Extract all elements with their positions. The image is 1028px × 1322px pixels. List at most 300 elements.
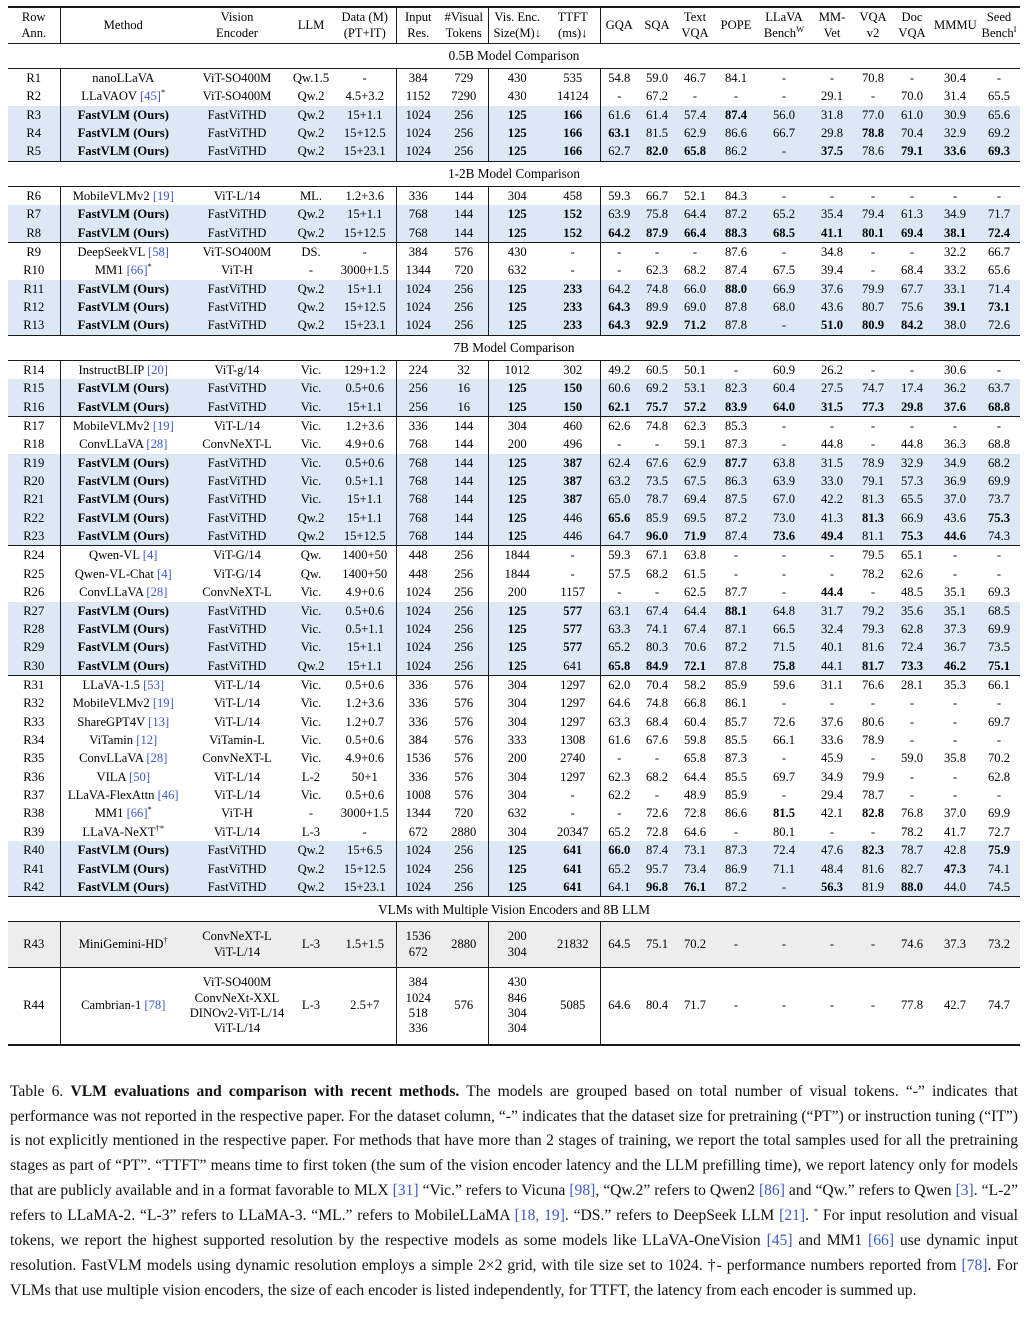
mm-vet-cell: 33.0 bbox=[820, 474, 844, 489]
pope-cell: 87.2 bbox=[724, 879, 748, 894]
sqa-cell: 87.9 bbox=[645, 225, 669, 240]
vision-encoder-cell: FastViTHD bbox=[207, 144, 267, 159]
data-size-cell: 15+1.1 bbox=[347, 281, 383, 296]
citation-link[interactable]: [50] bbox=[129, 769, 151, 784]
vis-enc-size-cell: 125 bbox=[488, 490, 546, 508]
doc-vqa-cell: 75.3 bbox=[900, 529, 924, 544]
vis-enc-size-cell: 125 bbox=[488, 298, 546, 316]
citation-link[interactable]: [45] bbox=[139, 89, 161, 104]
seed-bench-cell: 75.1 bbox=[987, 658, 1011, 673]
sqa-cell: - bbox=[654, 788, 660, 803]
method-name: Cambrian-1 bbox=[81, 998, 142, 1013]
vis-enc-size-cell: 632 bbox=[488, 261, 546, 279]
doc-vqa-cell: 62.8 bbox=[900, 621, 924, 636]
input-res-cell: 672 bbox=[396, 823, 440, 841]
sqa-cell: - bbox=[654, 437, 660, 452]
mm-vet-cell: 44.1 bbox=[820, 658, 844, 673]
gqa-cell: - bbox=[600, 583, 638, 601]
mmmu-cell: 44.6 bbox=[943, 529, 967, 544]
data-size-cell: 3000+1.5 bbox=[340, 806, 389, 821]
citation-link[interactable]: [12] bbox=[136, 733, 158, 748]
llava-bench-cell: - bbox=[758, 242, 810, 261]
caption-superscript: * bbox=[813, 1206, 819, 1217]
llm-cell: Vic. bbox=[300, 399, 322, 414]
citation-link[interactable]: [4] bbox=[142, 548, 158, 563]
pope-cell: 86.6 bbox=[724, 125, 748, 140]
pope-cell: 85.9 bbox=[714, 675, 758, 694]
sqa-cell: 74.8 bbox=[645, 281, 669, 296]
mmmu-cell: 30.6 bbox=[943, 362, 967, 377]
row-ann-cell: R12 bbox=[23, 299, 45, 314]
pope-cell: 87.3 bbox=[724, 437, 748, 452]
citation-link[interactable]: [13] bbox=[148, 714, 170, 729]
method-name: FastVLM (Ours) bbox=[77, 144, 169, 159]
llm-cell: L-3 bbox=[301, 824, 321, 839]
method-cell bbox=[60, 713, 186, 731]
ttft-cell: 641 bbox=[563, 843, 583, 858]
pope-cell: 87.1 bbox=[724, 621, 748, 636]
mmmu-cell: 32.2 bbox=[932, 242, 978, 261]
pope-cell: - bbox=[733, 362, 739, 377]
citation-link[interactable]: [20] bbox=[146, 362, 168, 377]
seed-bench-cell: - bbox=[996, 696, 1002, 711]
text-vqa-cell: 67.4 bbox=[683, 621, 707, 636]
input-res-cell: 768 bbox=[396, 509, 440, 527]
vqa-v2-cell: 79.3 bbox=[861, 621, 885, 636]
vis-enc-size-cell: 304 bbox=[488, 675, 546, 694]
method-name: nanoLLaVA bbox=[92, 70, 155, 85]
mmmu-cell: 37.0 bbox=[943, 492, 967, 507]
visual-tokens-cell: 256 bbox=[454, 879, 474, 894]
mm-vet-cell: 44.4 bbox=[820, 585, 844, 600]
mm-vet-cell: - bbox=[829, 566, 835, 581]
vqa-v2-cell: - bbox=[870, 585, 876, 600]
vqa-v2-cell: 79.4 bbox=[861, 207, 885, 222]
vision-encoder-cell: FastViTHD bbox=[207, 225, 267, 240]
method-cell bbox=[60, 224, 186, 243]
sqa-cell: 59.0 bbox=[645, 70, 669, 85]
data-size-cell: - bbox=[362, 70, 367, 85]
doc-vqa-cell: 29.8 bbox=[900, 399, 924, 414]
section-header bbox=[8, 161, 1020, 186]
ttft-cell: 1297 bbox=[560, 714, 586, 729]
ttft-cell: - bbox=[570, 263, 575, 278]
ttft-cell: 1297 bbox=[560, 769, 586, 784]
col-header-ttft: TTFT (ms)↓ bbox=[546, 7, 600, 43]
seed-bench-cell: 65.6 bbox=[987, 263, 1011, 278]
input-res-cell: 1024 bbox=[396, 583, 440, 601]
row-ann-cell: R19 bbox=[23, 455, 45, 470]
gqa-cell: 59.3 bbox=[600, 186, 638, 205]
method-cell bbox=[60, 694, 186, 712]
table-row bbox=[8, 860, 1020, 878]
method-name: FastVLM (Ours) bbox=[77, 492, 169, 507]
vqa-v2-cell: 76.6 bbox=[854, 675, 892, 694]
method-name: FastVLM (Ours) bbox=[77, 381, 169, 396]
ttft-cell: 20347 bbox=[557, 824, 589, 839]
col-header-llm: LLM bbox=[288, 7, 334, 43]
sqa-cell: 75.1 bbox=[645, 937, 669, 952]
doc-vqa-cell: 73.3 bbox=[900, 658, 924, 673]
pope-cell: 85.5 bbox=[724, 769, 748, 784]
vqa-v2-cell: - bbox=[854, 416, 892, 435]
row-ann-cell: R7 bbox=[26, 207, 42, 222]
method-name: ViTamin bbox=[89, 733, 134, 748]
citation-link[interactable]: [46] bbox=[157, 788, 179, 803]
citation-link[interactable]: [45] bbox=[766, 1232, 793, 1250]
citation-link[interactable]: [66] bbox=[126, 806, 148, 821]
citation-link[interactable]: [98] bbox=[569, 1182, 596, 1200]
mmmu-cell: - bbox=[952, 769, 958, 784]
vision-encoder-cell: FastViTHD bbox=[207, 492, 267, 507]
table-row bbox=[8, 713, 1020, 731]
data-size-cell: 0.5+0.6 bbox=[334, 675, 396, 694]
table-row bbox=[8, 968, 1020, 1045]
input-res-cell: 768 bbox=[396, 454, 440, 472]
citation-link[interactable]: [18, 19] bbox=[514, 1207, 565, 1225]
mmmu-cell: 42.7 bbox=[932, 968, 978, 1045]
mm-vet-cell: 32.4 bbox=[820, 621, 844, 636]
vis-enc-size-cell: 125 bbox=[488, 280, 546, 298]
seed-bench-cell: 69.3 bbox=[987, 585, 1011, 600]
table-row bbox=[8, 786, 1020, 804]
vis-enc-size-cell: 125 bbox=[488, 527, 546, 546]
vis-enc-size-cell: 125 bbox=[488, 860, 546, 878]
row-ann-cell: R17 bbox=[8, 416, 60, 435]
mmmu-cell: 38.1 bbox=[943, 225, 967, 240]
visual-tokens-cell: 576 bbox=[454, 788, 474, 803]
table-row bbox=[8, 280, 1020, 298]
citation-link[interactable]: [4] bbox=[157, 566, 172, 581]
gqa-cell: 49.2 bbox=[600, 360, 638, 379]
mm-vet-cell: 29.4 bbox=[820, 788, 844, 803]
mm-vet-cell: 41.1 bbox=[820, 225, 844, 240]
input-res-cell: 1024 bbox=[396, 316, 440, 335]
table-row bbox=[8, 490, 1020, 508]
method-name: DeepSeekVL bbox=[77, 244, 145, 259]
row-ann-cell: R10 bbox=[23, 263, 45, 278]
vqa-v2-cell: 78.2 bbox=[861, 566, 885, 581]
vqa-v2-cell: - bbox=[870, 937, 876, 952]
input-res-cell: 336 bbox=[396, 186, 440, 205]
col-header-visual-tokens: #Visual Tokens bbox=[440, 7, 488, 43]
text-vqa-cell: 53.1 bbox=[683, 381, 707, 396]
citation-link[interactable]: [19] bbox=[152, 418, 174, 433]
citation-link[interactable]: [66] bbox=[126, 263, 148, 278]
vision-encoder-cell: ConvNeXT-L bbox=[202, 437, 272, 452]
input-res-cell: 256 bbox=[396, 379, 440, 397]
doc-vqa-cell: 82.7 bbox=[900, 861, 924, 876]
method-name: InstructBLIP bbox=[78, 362, 144, 377]
method-name: MobileVLMv2 bbox=[72, 696, 150, 711]
llm-cell: Qw.2 bbox=[297, 207, 325, 222]
citation-link[interactable]: [28] bbox=[146, 437, 168, 452]
table-row bbox=[8, 878, 1020, 897]
row-ann-cell: R39 bbox=[23, 824, 45, 839]
doc-vqa-cell: - bbox=[909, 188, 915, 203]
row-ann-cell: R41 bbox=[23, 861, 45, 876]
vision-encoder-cell: FastViTHD bbox=[207, 879, 267, 894]
method-cell bbox=[60, 878, 186, 897]
ttft-cell: - bbox=[570, 806, 575, 821]
gqa-cell: - bbox=[600, 242, 638, 261]
row-ann-cell: R11 bbox=[23, 281, 45, 296]
visual-tokens-cell: 256 bbox=[440, 546, 488, 565]
pope-cell: 87.8 bbox=[724, 318, 748, 333]
ttft-cell: 166 bbox=[563, 107, 583, 122]
pope-cell: 86.3 bbox=[724, 474, 748, 489]
vqa-v2-cell: - bbox=[870, 751, 876, 766]
mmmu-cell: 34.9 bbox=[943, 455, 967, 470]
method-cell bbox=[60, 416, 186, 435]
citation-link[interactable]: [28] bbox=[146, 751, 168, 766]
seed-bench-cell: 70.2 bbox=[987, 751, 1011, 766]
llava-bench-cell: 72.4 bbox=[772, 843, 796, 858]
citation-link[interactable]: [66] bbox=[868, 1232, 895, 1250]
llm-cell: Vic. bbox=[300, 603, 322, 618]
visual-tokens-cell: 16 bbox=[457, 399, 471, 414]
data-size-cell: 1400+50 bbox=[342, 566, 388, 581]
caption-text: “Vic.” refers to Vicuna bbox=[418, 1182, 570, 1200]
row-ann-cell: R32 bbox=[23, 696, 45, 711]
mm-vet-cell: - bbox=[829, 696, 835, 711]
doc-vqa-cell: 67.7 bbox=[900, 281, 924, 296]
table-body bbox=[8, 43, 1020, 1044]
sqa-cell: 85.9 bbox=[645, 510, 669, 525]
text-vqa-cell: 70.6 bbox=[683, 640, 707, 655]
visual-tokens-cell: 32 bbox=[457, 362, 471, 377]
llm-cell: Qw.2 bbox=[297, 318, 325, 333]
table-row bbox=[8, 638, 1020, 656]
citation-link[interactable]: [78] bbox=[144, 998, 166, 1013]
gqa-cell: - bbox=[600, 435, 638, 453]
vis-enc-size-cell: 125 bbox=[488, 454, 546, 472]
data-size-cell: 129+1.2 bbox=[343, 362, 386, 377]
pope-cell: - bbox=[733, 566, 739, 581]
gqa-cell: 63.2 bbox=[600, 472, 638, 490]
pope-cell: 87.2 bbox=[724, 510, 748, 525]
text-vqa-cell: 64.4 bbox=[683, 207, 707, 222]
gqa-cell: 62.3 bbox=[600, 768, 638, 786]
llava-bench-cell: 67.0 bbox=[772, 492, 796, 507]
data-size-cell: 1.2+3.6 bbox=[334, 416, 396, 435]
method-name: VILA bbox=[96, 769, 126, 784]
citation-link[interactable]: [21] bbox=[779, 1207, 806, 1225]
vis-enc-size-cell: 1012 bbox=[488, 360, 546, 379]
mmmu-cell: 44.0 bbox=[943, 879, 967, 894]
row-ann-cell: R8 bbox=[26, 225, 42, 240]
row-ann-cell: R22 bbox=[23, 510, 45, 525]
data-size-cell: 15+1.1 bbox=[347, 492, 383, 507]
row-ann-cell: R24 bbox=[8, 546, 60, 565]
table-row bbox=[8, 823, 1020, 841]
mmmu-cell: 33.2 bbox=[943, 263, 967, 278]
mmmu-cell: 35.8 bbox=[943, 751, 967, 766]
pope-cell: 87.4 bbox=[724, 107, 748, 122]
data-size-cell: 15+12.5 bbox=[343, 861, 386, 876]
method-name: FastVLM (Ours) bbox=[77, 281, 169, 296]
text-vqa-cell: 60.4 bbox=[683, 714, 707, 729]
visual-tokens-cell: 576 bbox=[454, 714, 474, 729]
vqa-v2-cell: 81.7 bbox=[861, 658, 885, 673]
pope-cell: - bbox=[733, 937, 739, 952]
method-name: MobileVLMv2 bbox=[72, 418, 150, 433]
citation-link[interactable]: [19] bbox=[152, 188, 174, 203]
doc-vqa-cell: 72.4 bbox=[900, 640, 924, 655]
section-title: 0.5B Model Comparison bbox=[8, 43, 1020, 68]
method-name: MobileVLMv2 bbox=[72, 188, 150, 203]
section-header bbox=[8, 43, 1020, 68]
llm-cell: Vic. bbox=[300, 455, 322, 470]
vqa-v2-cell: - bbox=[870, 188, 876, 203]
method-name: FastVLM (Ours) bbox=[77, 510, 169, 525]
citation-link[interactable]: [86] bbox=[758, 1182, 785, 1200]
vis-enc-size-cell: 125 bbox=[488, 472, 546, 490]
doc-vqa-cell: - bbox=[909, 769, 915, 784]
row-ann-cell: R1 bbox=[26, 70, 42, 85]
data-size-cell: 0.5+0.6 bbox=[345, 788, 385, 803]
vision-encoder-cell: ViT-SO400M bbox=[186, 242, 288, 261]
seed-bench-cell: 66.1 bbox=[978, 675, 1020, 694]
vision-encoder-cell: FastViTHD bbox=[207, 281, 267, 296]
citation-link[interactable]: [78] bbox=[961, 1257, 988, 1275]
visual-tokens-cell: 256 bbox=[454, 318, 474, 333]
table-row bbox=[8, 841, 1020, 859]
text-vqa-cell: - bbox=[692, 89, 698, 104]
vis-enc-size-cell: 1844 bbox=[488, 546, 546, 565]
data-size-cell: 1400+50 bbox=[334, 546, 396, 565]
citation-link[interactable]: [28] bbox=[146, 585, 168, 600]
mm-vet-cell: 27.5 bbox=[820, 381, 844, 396]
llm-cell: DS. bbox=[288, 242, 334, 261]
ttft-cell: 1297 bbox=[546, 675, 600, 694]
gqa-cell: 62.4 bbox=[600, 454, 638, 472]
row-ann-cell: R21 bbox=[23, 492, 45, 507]
text-vqa-cell: 48.9 bbox=[683, 788, 707, 803]
ttft-cell: - bbox=[546, 546, 600, 565]
gqa-cell: 63.3 bbox=[600, 713, 638, 731]
llava-bench-cell: 66.1 bbox=[772, 733, 796, 748]
visual-tokens-cell: 144 bbox=[440, 416, 488, 435]
data-size-cell: 0.5+1.1 bbox=[345, 621, 385, 636]
method-name: FastVLM (Ours) bbox=[77, 455, 169, 470]
llm-cell: Qw.2 bbox=[297, 125, 325, 140]
mm-vet-cell: 37.6 bbox=[820, 281, 844, 296]
vision-encoder-cell: FastViTHD bbox=[207, 621, 267, 636]
seed-bench-cell: 69.9 bbox=[987, 806, 1011, 821]
pope-cell: 88.0 bbox=[724, 281, 748, 296]
gqa-cell: 54.8 bbox=[600, 68, 638, 87]
gqa-cell: - bbox=[600, 749, 638, 767]
table-row bbox=[8, 583, 1020, 601]
table-row bbox=[8, 298, 1020, 316]
data-size-cell: 15+23.1 bbox=[343, 879, 386, 894]
method-cell bbox=[60, 638, 186, 656]
gqa-cell: 63.3 bbox=[600, 620, 638, 638]
llava-bench-cell: - bbox=[781, 437, 787, 452]
data-size-cell: 15+6.5 bbox=[347, 843, 383, 858]
sqa-cell: 96.0 bbox=[645, 529, 669, 544]
citation-link[interactable]: [58] bbox=[148, 244, 169, 259]
mmmu-cell: 36.3 bbox=[943, 437, 967, 452]
vis-enc-size-cell: 200 304 bbox=[488, 922, 546, 968]
gqa-cell: - bbox=[600, 87, 638, 105]
data-size-cell: - bbox=[334, 242, 396, 261]
mmmu-cell: 47.3 bbox=[943, 861, 967, 876]
seed-bench-cell: 66.7 bbox=[978, 242, 1020, 261]
vqa-v2-cell: 78.7 bbox=[861, 788, 885, 803]
mm-vet-cell: - bbox=[829, 188, 835, 203]
input-res-cell: 1024 bbox=[396, 620, 440, 638]
doc-vqa-cell: 65.5 bbox=[900, 492, 924, 507]
llava-bench-cell: 56.0 bbox=[772, 107, 796, 122]
text-vqa-cell: 72.8 bbox=[683, 806, 707, 821]
citation-link[interactable]: [53] bbox=[143, 677, 165, 692]
text-vqa-cell: 46.7 bbox=[683, 70, 707, 85]
ttft-cell: 233 bbox=[563, 281, 583, 296]
mm-vet-cell: 42.2 bbox=[820, 492, 844, 507]
seed-bench-cell: 73.7 bbox=[987, 492, 1011, 507]
text-vqa-cell: 69.0 bbox=[683, 299, 707, 314]
method-cell bbox=[60, 280, 186, 298]
llava-bench-cell: 71.5 bbox=[772, 640, 796, 655]
data-size-cell: 4.9+0.6 bbox=[345, 751, 385, 766]
ttft-cell: 150 bbox=[563, 399, 583, 414]
vision-encoder-cell: ConvNeXT-L bbox=[202, 751, 272, 766]
sqa-cell: 62.3 bbox=[645, 263, 669, 278]
text-vqa-cell: 61.5 bbox=[683, 566, 707, 581]
mm-vet-cell: 29.1 bbox=[820, 89, 844, 104]
mm-vet-cell: - bbox=[810, 968, 854, 1045]
vqa-v2-cell: 78.9 bbox=[861, 455, 885, 470]
data-size-cell: 4.9+0.6 bbox=[345, 585, 385, 600]
llm-cell: Vic. bbox=[300, 585, 322, 600]
table-row bbox=[8, 398, 1020, 417]
llm-cell: Vic. bbox=[300, 362, 322, 377]
vqa-v2-cell: - bbox=[870, 89, 876, 104]
citation-link[interactable]: [31] bbox=[392, 1182, 419, 1200]
table-row bbox=[8, 379, 1020, 397]
mm-vet-cell: 31.5 bbox=[820, 455, 844, 470]
data-size-cell: 15+23.1 bbox=[343, 318, 386, 333]
llava-bench-cell: - bbox=[781, 144, 787, 159]
method-name: Qwen-VL bbox=[89, 548, 140, 563]
data-size-cell: 15+1.1 bbox=[347, 510, 383, 525]
citation-link[interactable]: [19] bbox=[152, 696, 174, 711]
caption-text: . For VLMs that use multiple vision encoders, the size of each encoder is listed independently, for TTFT, the latency from each encoder is summed up. bbox=[10, 1257, 1018, 1300]
method-cell bbox=[60, 602, 186, 620]
visual-tokens-cell: 144 bbox=[454, 437, 474, 452]
input-res-cell: 768 bbox=[396, 472, 440, 490]
vis-enc-size-cell: 304 bbox=[488, 823, 546, 841]
llm-cell: Qw.2 bbox=[297, 225, 325, 240]
mmmu-cell: 37.0 bbox=[943, 806, 967, 821]
llm-cell: Qw.2 bbox=[297, 861, 325, 876]
seed-bench-cell: 65.5 bbox=[987, 89, 1011, 104]
visual-tokens-cell: 256 bbox=[454, 299, 474, 314]
llava-bench-cell: - bbox=[781, 585, 787, 600]
sqa-cell: 66.7 bbox=[645, 188, 669, 203]
vqa-v2-cell: 81.3 bbox=[861, 510, 885, 525]
method-name: Qwen-VL-Chat bbox=[74, 566, 154, 581]
pope-cell: 85.7 bbox=[724, 714, 748, 729]
mmmu-cell: 37.3 bbox=[943, 621, 967, 636]
sqa-cell: 96.8 bbox=[645, 879, 669, 894]
mm-vet-cell: 40.1 bbox=[820, 640, 844, 655]
citation-link[interactable]: [3] bbox=[955, 1182, 974, 1200]
row-ann-cell: R31 bbox=[8, 675, 60, 694]
table-row bbox=[8, 472, 1020, 490]
